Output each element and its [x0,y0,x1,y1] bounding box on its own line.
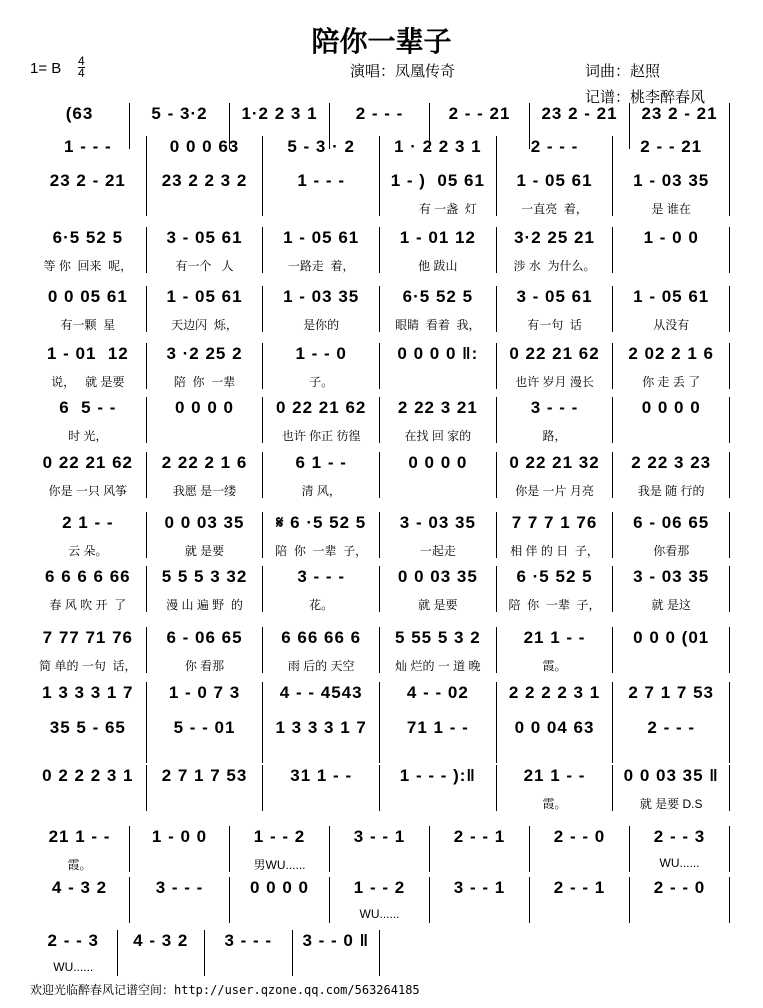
notes: 2 22 3 23 [631,453,712,472]
notes: 3 - - - [297,567,345,586]
lyrics: 简 单的 一句 话， [39,659,137,673]
lyrics [234,907,325,923]
measure [613,512,730,558]
measure [613,566,730,612]
lyrics: 也许 你正 彷徨 [281,429,361,443]
measure [263,170,380,216]
notes: 0 0 03 35 [164,513,245,532]
notes: 0 22 21 62 [42,453,134,472]
measure [630,826,730,872]
notes: 3 - - - [224,931,273,950]
measure [263,717,380,763]
measure [147,286,264,332]
measure [147,765,264,811]
notes: 2 - - 0 [553,827,606,846]
notes: 1 - - 2 [353,878,406,897]
measure [613,343,730,389]
measure [147,717,264,763]
notes: 1·2 2 3 1 [241,104,318,123]
lyrics: 你 看那 [184,659,225,673]
score-line [30,397,730,443]
lyrics: 也许 岁月 漫长 [515,375,594,389]
lyrics: 漫 山 遍 野 的 [166,598,243,612]
lyrics: WU...... [53,960,94,974]
measure [263,452,380,498]
notes: 1 - 05 61 [283,228,360,247]
measure [530,877,630,923]
measure [380,512,497,558]
lyrics [534,907,625,923]
measure [30,227,147,273]
measure [380,717,497,763]
notes: 0 0 0 (01 [633,628,710,647]
notes: 0 0 0 0 [250,878,309,897]
lyrics [297,960,376,976]
measure [118,930,206,976]
notes: 1 - ) 05 61 [390,171,485,190]
lyrics: 眼睛 看着 我， [395,318,481,332]
notes: 4 - 3 2 [51,878,108,897]
notes: 6 5 - - [59,398,117,417]
score-line [30,227,730,273]
lyrics: 是 谁在 [651,202,691,216]
notes: 23 2 2 3 2 [161,171,248,190]
score-line [30,286,730,332]
lyrics [151,795,259,811]
measure [380,397,497,443]
notes: 3 - - 0 ‖ [302,931,370,950]
lyrics [34,747,142,763]
notes: (63 [65,104,94,123]
notes: 2 - - 3 [47,931,99,950]
measure [380,286,497,332]
notes: 5 55 5 3 2 [395,628,481,647]
notes: 2 7 1 7 53 [628,683,714,702]
measure [497,343,614,389]
notes: 0 0 05 61 [47,287,128,306]
notes: 2 22 2 1 6 [161,453,248,472]
lyrics: 时 光， [68,429,108,443]
notes: 1 - 05 61 [633,287,710,306]
notes: 0 0 04 63 [514,718,595,737]
lyrics [384,747,492,763]
lyrics: 涉 水 为什么。 [513,259,596,273]
measure [263,343,380,389]
notes: 2 22 3 21 [397,398,478,417]
measure [147,627,264,673]
singer: 演唱：凤凰传奇 [350,63,456,80]
notes: 1 - - 0 [295,344,347,363]
measure [330,826,430,872]
lyrics [34,907,125,923]
lyrics: 云 朵。 [68,544,108,558]
measure [30,452,147,498]
measure [497,512,614,558]
notes: 23 2 - 21 [641,104,718,123]
lyrics: 他 跋山 [418,259,458,273]
measure [30,627,147,673]
notes: 4 - - 02 [406,683,469,702]
measure [380,627,497,673]
lyrics: 你看那 [653,544,690,558]
measure [147,512,264,558]
notes: 21 1 - - [523,628,586,647]
measure [130,877,230,923]
lyrics [617,257,725,273]
lyrics [151,200,259,216]
notes: 23 2 - 21 [541,104,618,123]
measure [293,930,381,976]
score-line [30,826,730,872]
lyrics: 陪 你 一辈 [173,375,236,389]
lyrics: 你是 一只 风筝 [48,484,128,498]
lyrics [634,907,725,923]
lyrics: 我是 随 行的 [637,484,705,498]
measure [630,877,730,923]
notes: 4 - - 4543 [279,683,363,702]
notes: 1 - 01 12 [399,228,476,247]
measure [30,343,147,389]
lyrics: 有一句 话 [527,318,582,332]
measure [30,286,147,332]
measure [380,452,497,498]
score-line [30,930,380,976]
notes: 7 7 7 1 76 [511,513,598,532]
notes: 1 - 03 35 [633,171,710,190]
notes: 3 - - - [530,398,579,417]
notes: 1 - 01 12 [46,344,129,363]
measure [30,566,147,612]
measure [613,717,730,763]
lyrics: 一起走 [419,544,456,558]
notes: 5 5 5 3 32 [161,567,248,586]
measure [263,566,380,612]
notes: 1 - - - ):‖ [399,766,476,785]
measure [205,930,293,976]
lyrics: 是你的 [303,318,340,332]
lyrics: 路， [542,429,567,443]
composer: 词曲：赵照 [585,63,661,80]
song-title: 陪你一辈子 [311,25,452,58]
notes: 2 - - 0 [653,878,706,897]
notes: 31 1 - - [290,766,353,785]
measure [147,452,264,498]
measure [497,397,614,443]
notes: 1 - 0 7 3 [168,683,241,702]
notes: 1 - - 2 [253,827,306,846]
measure [613,452,730,498]
notes: 6 6 6 6 66 [45,567,131,586]
measure [613,227,730,273]
notes: 0 0 0 0 [641,398,701,417]
notes: 35 5 - 65 [49,718,126,737]
lyrics [617,427,725,443]
notes: 0 0 0 0 [408,453,468,472]
measure [380,566,497,612]
lyrics: 花。 [309,598,334,612]
measure [147,343,264,389]
lyrics: 有一颗 星 [60,318,116,332]
measure [30,397,147,443]
lyrics: 等 你 回来 呢， [43,259,133,273]
measure [380,343,497,389]
notes: 6 - 06 65 [633,513,710,532]
lyrics: WU...... [359,907,400,921]
notes: 0 0 0 0 ‖: [397,344,479,363]
lyrics: 子。 [309,375,334,389]
time-bottom: 4 [78,66,85,80]
measure [380,765,497,811]
lyrics [151,747,259,763]
measure [263,512,380,558]
lyrics: 陪 你 一辈 子， [508,598,601,612]
time-top: 4 [78,54,85,68]
lyrics [384,482,492,498]
measure [147,566,264,612]
lyrics [267,795,375,811]
notes: 1 - - - [297,171,345,190]
lyrics [384,373,492,389]
notes: 1 - 0 0 [643,228,699,247]
notes: 2 2 2 2 3 1 [508,683,601,702]
lyrics: 男WU...... [253,858,306,872]
measure [30,170,147,216]
measure [263,627,380,673]
lyrics [534,856,625,872]
measure [530,826,630,872]
notes: 6·5 52 5 [402,287,474,306]
lyrics: 霞。 [542,659,567,673]
measure [30,826,130,872]
measure [130,826,230,872]
notes: 2 - - - [530,137,579,156]
notes: 1 - - - [64,137,112,156]
notes: 4 - 3 2 [133,931,189,950]
notes: 𝄋 6 ·5 52 5 [276,513,367,532]
lyrics [134,856,225,872]
notes: 3·2 25 21 [514,228,595,247]
lyrics [434,856,525,872]
notes: 1 - 05 61 [166,287,243,306]
measure [230,826,330,872]
lyrics [617,747,725,763]
lyrics: WU...... [659,856,700,870]
lyrics: 你 走 丢 了 [642,375,701,389]
notes: 0 22 21 32 [509,453,600,472]
lyrics: 一路走 着， [287,259,355,273]
measure [263,765,380,811]
lyrics: 雨 后的 天空 [287,659,355,673]
measure [613,170,730,216]
lyrics: 相 伴 的 日 子， [510,544,599,558]
measure [613,765,730,811]
lyrics: 天边闪 烁， [171,318,238,332]
lyrics: 有一个 人 [175,259,234,273]
notes: 2 - - - [647,718,695,737]
lyrics: 春 风 吹 开 了 [49,598,127,612]
measure [147,397,264,443]
notes: 2 - - 21 [640,137,703,156]
lyrics [34,200,142,216]
notes: 21 1 - - [523,766,586,785]
notes: 0 0 03 35 ‖ [623,766,719,785]
score-line [30,343,730,389]
notes: 5 - - 01 [173,718,236,737]
notes: 1 - 0 0 [151,827,208,846]
notes: 3 - 05 61 [166,228,243,247]
lyrics [151,427,259,443]
notes: 3 ·2 25 2 [166,344,243,363]
measure [430,826,530,872]
notes: 3 - - - [155,878,204,897]
lyrics [617,657,725,673]
lyrics [122,960,201,976]
notes: 6 - 06 65 [166,628,243,647]
measure [30,512,147,558]
notes: 6 ·5 52 5 [516,567,593,586]
lyrics: 就 是这 [651,598,691,612]
measure [30,877,130,923]
measure [497,717,614,763]
notes: 6 1 - - [295,453,347,472]
notes: 0 0 0 0 [175,398,234,417]
lyrics: 说， 就 是要 [51,375,125,389]
lyrics [134,907,225,923]
notes: 3 - 03 35 [633,567,710,586]
lyrics [267,747,375,763]
score-line [30,877,730,923]
measure [147,170,264,216]
lyrics [267,200,375,216]
lyrics [434,907,525,923]
score-line [30,627,730,673]
measure [497,765,614,811]
notes: 1 3 3 3 1 7 [42,683,134,702]
notes: 2 - - 1 [453,827,506,846]
score-line [30,512,730,558]
lyrics: 一直亮 着， [521,202,588,216]
notes: 21 1 - - [48,827,111,846]
notes: 0 0 03 35 [397,567,478,586]
measure [497,452,614,498]
measure [30,765,147,811]
notes: 2 - - 21 [448,104,511,123]
footer-text: 欢迎光临醉春风记谱空间：http://user.qzone.qq.com/563264185 [30,983,420,997]
lyrics: 有 一盏 灯 [398,202,477,216]
score-line [30,170,730,216]
notes: 7 77 71 76 [42,628,134,647]
score-line [30,765,730,811]
notes: 2 7 1 7 53 [161,766,248,785]
notes: 1 3 3 3 1 7 [275,718,367,737]
measure [497,627,614,673]
score-line [30,566,730,612]
lyrics: 灿 烂的 一 道 晚 [395,659,481,673]
notes: 2 - - - [355,104,404,123]
lyrics: 就 是要 [184,544,225,558]
lyrics [334,856,425,872]
measure [263,286,380,332]
lyrics: 在找 回 家的 [404,429,472,443]
time-signature [78,56,85,79]
notes: 3 - - 1 [453,878,506,897]
notes: 1 · 2 2 3 1 [394,137,482,156]
notes: 5 - 3·2 [151,104,208,123]
notes: 2 02 2 1 6 [628,344,714,363]
measure [380,227,497,273]
lyrics: 就 是要 D.S [639,797,703,811]
measure [497,566,614,612]
notes: 6·5 52 5 [52,228,124,247]
measure [263,227,380,273]
lyrics [384,795,492,811]
measure [230,877,330,923]
lyrics [209,960,288,976]
lyrics: 你是 一片 月亮 [515,484,594,498]
notes: 2 - - 3 [653,827,706,846]
measure [497,227,614,273]
measure [30,930,118,976]
notes: 0 0 0 63 [169,137,240,156]
score-line [30,452,730,498]
notes: 3 - 03 35 [399,513,476,532]
measure [330,877,430,923]
measure [497,286,614,332]
notes: 3 - 05 61 [516,287,593,306]
notes: 0 2 2 2 3 1 [42,766,134,785]
notes: 23 2 - 21 [49,171,126,190]
scribe: 记谱：桃李醉春风 [585,89,706,106]
notes: 0 22 21 62 [276,398,367,417]
notes: 0 22 21 62 [509,344,600,363]
lyrics: 霞。 [67,858,92,872]
lyrics: 清 风， [301,484,341,498]
notes: 2 - - 1 [553,878,606,897]
measure [147,227,264,273]
notes: 3 - - 1 [353,827,406,846]
key-signature: 1= B [30,60,62,77]
lyrics: 陪 你 一辈 子， [275,544,368,558]
notes: 1 - 03 35 [283,287,360,306]
score-line [30,717,730,763]
measure [30,717,147,763]
lyrics [34,795,142,811]
measure [430,877,530,923]
notes: 5 - 3 · 2 [287,137,355,156]
lyrics [501,747,609,763]
lyrics: 霞。 [542,797,567,811]
lyrics: 就 是要 [418,598,458,612]
measure [263,397,380,443]
notes: 71 1 - - [406,718,469,737]
notes: 6 66 66 6 [281,628,362,647]
notes: 2 1 - - [62,513,114,532]
measure [613,627,730,673]
measure [613,286,730,332]
measure [497,170,614,216]
measure [380,170,497,216]
measure [613,397,730,443]
lyrics: 从没有 [653,318,690,332]
notes: 1 - 05 61 [516,171,593,190]
lyrics: 我愿 是一缕 [172,484,237,498]
